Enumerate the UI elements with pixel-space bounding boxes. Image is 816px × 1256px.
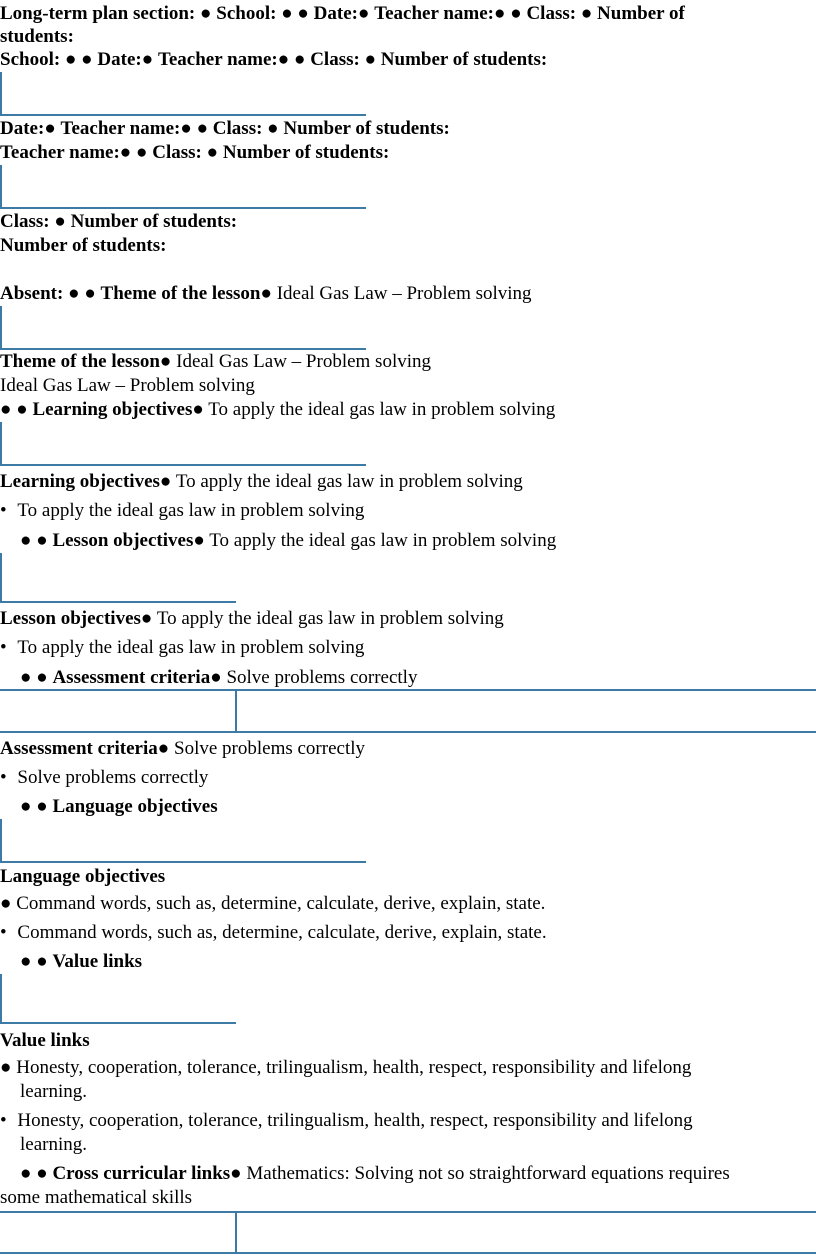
- bullet-icon: ●: [364, 49, 377, 70]
- bullet-icon: ●: [54, 211, 66, 232]
- doc-line: [0, 48, 547, 72]
- label-language-objectives: Language objectives: [0, 866, 166, 887]
- label-long-term-plan: Long-term plan section:: [0, 3, 196, 24]
- value-assessment: Solve problems correctly: [17, 767, 209, 788]
- value-learning-objective: To apply the ideal gas law in problem solving: [17, 500, 365, 521]
- label-value-links: Value links: [0, 1030, 90, 1051]
- value-language-objective: Command words, such as, determine, calculate, derive, explain, state.: [16, 893, 546, 914]
- label-teacher-name: Teacher name:: [374, 3, 494, 24]
- label-theme-of-lesson: Theme of the lesson: [100, 283, 261, 304]
- bullet-icon: ●: [141, 49, 154, 70]
- bullet-icon: ● ●: [20, 951, 48, 972]
- bullet-icon: ● ●: [68, 283, 96, 304]
- bullet-icon: ● ●: [277, 49, 306, 70]
- bullet-icon: ●: [206, 142, 219, 163]
- label-theme-of-lesson: Theme of the lesson: [0, 351, 160, 372]
- bullet-icon: ●: [140, 608, 153, 629]
- bullet-icon: ●: [0, 1057, 12, 1078]
- value-assessment: Solve problems correctly: [174, 738, 366, 759]
- label-number-of: Number of: [597, 3, 685, 24]
- label-class: Class:: [0, 211, 50, 232]
- doc-line: [0, 210, 237, 234]
- label-date: Date:: [313, 3, 358, 24]
- value-theme: Ideal Gas Law – Problem solving: [0, 375, 255, 396]
- value-links-text: learning.: [20, 1134, 88, 1155]
- label-number-of-students: Number of students:: [380, 49, 548, 70]
- label-date: Date:: [0, 118, 45, 139]
- label-absent: Absent:: [0, 283, 64, 304]
- bullet-icon: ● ●: [20, 796, 48, 817]
- bullet-icon: ● ●: [64, 49, 93, 70]
- value-theme: Ideal Gas Law – Problem solving: [176, 351, 432, 372]
- value-lesson-objective: To apply the ideal gas law in problem solving: [17, 637, 365, 658]
- doc-line: [0, 470, 523, 494]
- bullet-icon: ●: [580, 3, 593, 24]
- label-date: Date:: [97, 49, 142, 70]
- bullet-icon: ●: [193, 530, 205, 551]
- input-frame[interactable]: [0, 974, 236, 1024]
- bullet-icon: ●: [357, 3, 370, 24]
- list-item: [0, 636, 364, 660]
- label-assessment-criteria: Assessment criteria: [0, 738, 158, 759]
- input-frame[interactable]: [0, 165, 366, 209]
- input-frame[interactable]: [0, 72, 366, 116]
- doc-line: [20, 666, 417, 690]
- bullet-icon: ●: [157, 738, 170, 759]
- bullet-icon: ●: [44, 118, 56, 139]
- label-class: Class:: [526, 3, 577, 24]
- value-lesson-objective: To apply the ideal gas law in problem solving: [209, 530, 557, 551]
- label-class: Class:: [152, 142, 202, 163]
- doc-line: [0, 2, 685, 26]
- input-frame[interactable]: [0, 306, 366, 350]
- value-links-text: Honesty, cooperation, tolerance, trilingualism, health, respect, responsibility and lifelong: [17, 1110, 693, 1131]
- label-teacher-name: Teacher name:: [60, 118, 181, 139]
- value-learning-objective: To apply the ideal gas law in problem solving: [175, 471, 523, 492]
- bullet-icon: ●: [192, 399, 204, 420]
- bullet-icon: ●: [267, 118, 279, 139]
- bullet-icon: ●: [200, 3, 212, 24]
- doc-line: [20, 529, 556, 553]
- input-frame[interactable]: [0, 819, 366, 863]
- label-number-of-students: Number of students:: [0, 235, 167, 256]
- list-item: [0, 766, 208, 790]
- label-class: Class:: [310, 49, 360, 70]
- label-school: School:: [216, 3, 277, 24]
- label-class: Class:: [212, 118, 263, 139]
- label-number-of-students: Number of students:: [283, 118, 450, 139]
- value-links-text: Honesty, cooperation, tolerance, trilingualism, health, respect, responsibility and lifelong: [16, 1057, 692, 1078]
- label-learning-objectives: Learning objectives: [0, 471, 160, 492]
- bullet-icon: ●: [230, 1163, 242, 1184]
- label-teacher-name: Teacher name:: [0, 142, 120, 163]
- label-students: students:: [0, 26, 74, 47]
- label-school: School:: [0, 49, 61, 70]
- value-lesson-objective: To apply the ideal gas law in problem solving: [156, 608, 504, 629]
- bullet-icon: ● ●: [493, 3, 522, 24]
- label-assessment-criteria: Assessment criteria: [52, 667, 211, 688]
- small-bullet-icon: •: [0, 637, 7, 658]
- small-bullet-icon: •: [0, 500, 7, 521]
- label-learning-objectives: Learning objectives: [32, 399, 193, 420]
- doc-line: [0, 350, 431, 374]
- doc-line: [0, 141, 389, 165]
- table-divider: [235, 1211, 237, 1253]
- value-cross-curricular: some mathematical skills: [0, 1187, 193, 1208]
- small-bullet-icon: •: [0, 1110, 7, 1131]
- bullet-icon: ●: [159, 351, 172, 372]
- bullet-icon: ●: [0, 893, 12, 914]
- list-item: [0, 892, 545, 916]
- doc-line: [0, 607, 504, 631]
- bullet-icon: ● ●: [119, 142, 148, 163]
- input-frame[interactable]: [0, 553, 236, 603]
- list-item: [0, 499, 364, 523]
- bullet-icon: ● ●: [20, 667, 48, 688]
- small-bullet-icon: •: [0, 767, 7, 788]
- label-teacher-name: Teacher name:: [157, 49, 278, 70]
- table-rule: [0, 731, 816, 733]
- doc-line: [0, 117, 450, 141]
- label-cross-curricular-links: Cross curricular links: [52, 1163, 231, 1184]
- bullet-icon: ●: [260, 283, 272, 304]
- bullet-icon: ● ●: [281, 3, 309, 24]
- value-learning-objective: To apply the ideal gas law in problem solving: [208, 399, 556, 420]
- doc-line: [0, 398, 555, 422]
- bullet-icon: ● ●: [20, 1163, 48, 1184]
- doc-line: [20, 950, 142, 974]
- input-frame[interactable]: [0, 422, 366, 466]
- table-rule: [0, 689, 816, 691]
- table-divider: [235, 689, 237, 732]
- doc-line: [0, 737, 365, 761]
- bullet-icon: ● ●: [0, 399, 28, 420]
- label-number-of-students: Number of students:: [222, 142, 390, 163]
- small-bullet-icon: •: [0, 922, 7, 943]
- bullet-icon: ●: [210, 667, 222, 688]
- label-language-objectives: Language objectives: [52, 796, 218, 817]
- bullet-icon: ● ●: [180, 118, 209, 139]
- label-value-links: Value links: [52, 951, 143, 972]
- doc-line: [20, 1162, 730, 1186]
- doc-line: [0, 282, 532, 306]
- value-assessment: Solve problems correctly: [226, 667, 418, 688]
- table-rule: [0, 1252, 816, 1254]
- bullet-icon: ● ●: [20, 530, 48, 551]
- list-item: [0, 1056, 691, 1080]
- table-rule: [0, 1211, 816, 1213]
- label-lesson-objectives: Lesson objectives: [0, 608, 141, 629]
- doc-line: [20, 795, 218, 819]
- label-number-of-students: Number of students:: [70, 211, 238, 232]
- value-language-objective: Command words, such as, determine, calculate, derive, explain, state.: [17, 922, 547, 943]
- value-cross-curricular: Mathematics: Solving not so straightforward equations requires: [246, 1163, 730, 1184]
- value-theme: Ideal Gas Law – Problem solving: [276, 283, 532, 304]
- list-item: [0, 921, 547, 945]
- bullet-icon: ●: [159, 471, 172, 492]
- label-lesson-objectives: Lesson objectives: [52, 530, 194, 551]
- list-item: [0, 1109, 693, 1133]
- value-links-text: learning.: [20, 1081, 88, 1102]
